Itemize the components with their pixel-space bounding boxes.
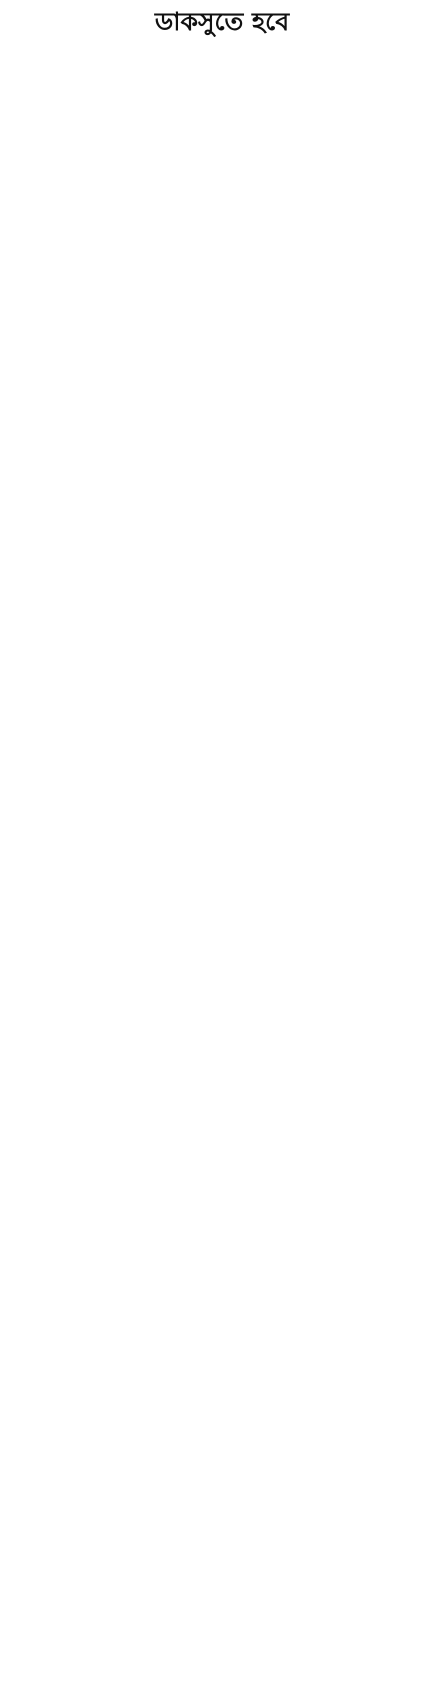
article-headline: ডাকসুতে হবে [154,7,290,36]
